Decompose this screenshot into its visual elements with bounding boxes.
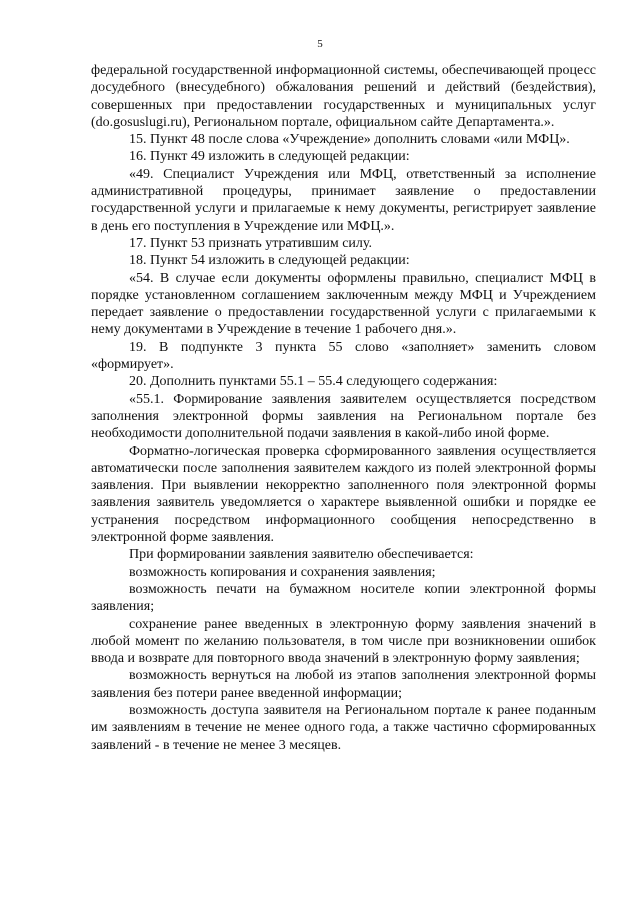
- paragraph: возможность копирования и сохранения заявления;: [129, 564, 436, 580]
- paragraph: возможность печати на бумажном носителе копии электронной формы заявления;: [91, 581, 596, 615]
- paragraph: «55.1. Формирование заявления заявителем осуществляется посредством заполнения электронной формы заявления на Региональном портале без необходимости дополнительной подачи заявления в какой-либо иной форме.: [91, 391, 596, 442]
- paragraph: сохранение ранее введенных в электронную форму заявления значений в любой момент по желанию пользователя, в том числе при возникновении ошибок ввода и возврате для повторного ввода значений в электронную форму заявления;: [91, 616, 596, 667]
- paragraph: 15. Пункт 48 после слова «Учреждение» дополнить словами «или МФЦ».: [129, 132, 570, 148]
- document-body: [91, 62, 596, 754]
- paragraph: Форматно-логическая проверка сформированного заявления осуществляется автоматически после заполнения заявителем каждого из полей электронной формы заявления. При выявлении некорректно заполненного поля электронной формы заявления заявитель уведомляется о характере выявленной ошибки и порядке ее устранения посредством информационного сообщения непосредственно в электронной форме заявления.: [91, 443, 596, 546]
- paragraph: «54. В случае если документы оформлены правильно, специалист МФЦ в порядке установленном соглашением заключенным между МФЦ и Учреждением передает заявление о предоставлении государственной услуги с прилагаемыми к нему документами в Учреждение в течение 1 рабочего дня.».: [91, 270, 596, 338]
- paragraph: При формировании заявления заявителю обеспечивается:: [129, 547, 474, 563]
- paragraph: федеральной государственной информационной системы, обеспечивающей процесс досудебного (внесудебного) обжалования решений и действий (бездействия), совершенных при предоставлении государственных и муниципальных услуг (do.gosuslugi.ru), Региональном портале, официальном сайте Департамента.».: [91, 63, 596, 130]
- paragraph: возможность доступа заявителя на Региональном портале к ранее поданным им заявлениям в течение не менее одного года, а также частично сформированных заявлений - в течение не менее 3 месяцев.: [91, 702, 596, 753]
- paragraph: 17. Пункт 53 признать утратившим силу.: [129, 235, 372, 251]
- paragraph: 20. Дополнить пунктами 55.1 – 55.4 следующего содержания:: [129, 374, 498, 390]
- paragraph: «49. Специалист Учреждения или МФЦ, ответственный за исполнение административной процедуры, принимает заявление о предоставлении государственной услуги и прилагаемые к нему документы, регистрирует заявление в день его поступления в Учреждение или МФЦ.».: [91, 166, 596, 234]
- page-number: 5: [317, 38, 323, 50]
- paragraph: 18. Пункт 54 изложить в следующей редакции:: [129, 253, 410, 269]
- paragraph: 16. Пункт 49 изложить в следующей редакции:: [129, 149, 410, 165]
- paragraph: возможность вернуться на любой из этапов заполнения электронной формы заявления без потери ранее введенной информации;: [91, 668, 596, 701]
- paragraph: 19. В подпункте 3 пункта 55 слово «заполняет» заменить словом «формирует».: [91, 339, 596, 373]
